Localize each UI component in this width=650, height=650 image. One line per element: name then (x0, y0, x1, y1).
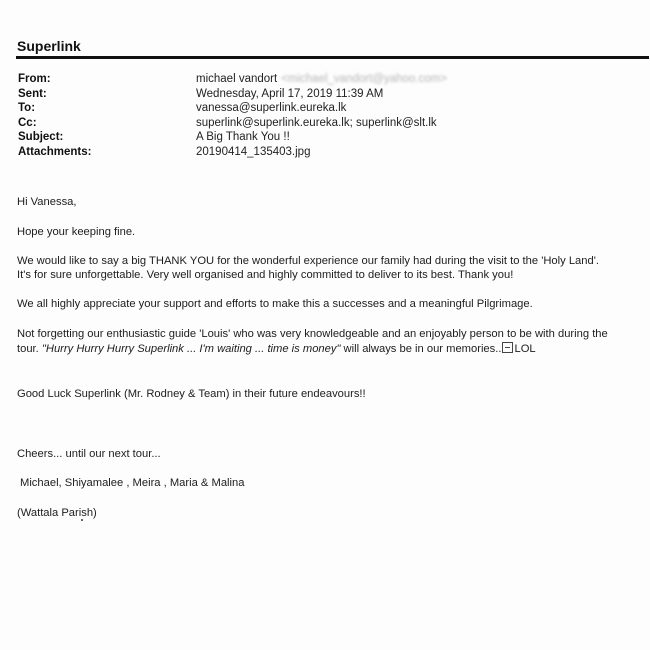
from-value (196, 72, 447, 87)
hope-line: Hope your keeping fine. (17, 226, 136, 238)
thanks-line-2: It's for sure unforgettable. Very well organised and highly committed to deliver to its best. Thank you! (17, 269, 514, 281)
thanks-line-1: We would like to say a big THANK YOU for the wonderful experience our family had during the visit to the 'Holy Land'. (17, 255, 599, 267)
organization-title: Superlink (17, 38, 81, 54)
attachments-row (18, 145, 638, 160)
subject-value: A Big Thank You !! (196, 131, 290, 143)
cc-value: superlink@superlink.eureka.lk; superlink@slt.lk (196, 116, 437, 129)
header-rule (16, 56, 649, 59)
signature-names: Michael, Shiyamalee , Meira , Maria & Malina (20, 477, 245, 489)
good-luck-line: Good Luck Superlink (Mr. Rodney & Team) in their future endeavours!! (17, 388, 366, 400)
email-header-fields (18, 72, 638, 159)
signature-parish: (Wattala Parish) (17, 507, 97, 519)
scan-speck (81, 519, 83, 521)
guide-quote: "Hurry Hurry Hurry Superlink ... I'm waiting ... time is money" (41, 343, 341, 355)
attachments-label: Attachments: (18, 145, 92, 158)
to-value: vanessa@superlink.eureka.lk (196, 102, 347, 114)
lol-text: LOL (514, 343, 536, 355)
cc-row (18, 116, 638, 131)
cc-label: Cc: (18, 116, 37, 129)
from-label: From: (18, 73, 51, 85)
guide-line-1: Not forgetting our enthusiastic guide 'Louis' who was very knowledgeable and an enjoyably person to be with during the (17, 328, 608, 340)
from-row (18, 72, 638, 87)
sent-value: Wednesday, April 17, 2019 11:39 AM (196, 87, 384, 100)
from-email-redacted: <michael_vandort@yahoo.com> (281, 73, 447, 85)
to-label: To: (18, 102, 36, 114)
guide-line-2-end: will always be in our memories.. (340, 343, 502, 355)
subject-label: Subject: (18, 131, 64, 143)
subject-row (18, 130, 638, 145)
from-name: michael vandort (196, 73, 278, 85)
sent-label: Sent: (18, 87, 47, 100)
guide-line-2 (17, 342, 637, 356)
attachments-value: 20190414_135403.jpg (196, 145, 311, 158)
inline-image-placeholder-icon (502, 342, 513, 353)
cheers-line: Cheers... until our next tour... (17, 448, 161, 460)
guide-line-2-start: tour. (17, 343, 42, 355)
to-row (18, 101, 638, 116)
greeting: Hi Vanessa, (17, 196, 77, 208)
sent-row (18, 87, 638, 102)
appreciation-line: We all highly appreciate your support and efforts to make this a successes and a meaningful Pilgrimage. (17, 298, 533, 310)
